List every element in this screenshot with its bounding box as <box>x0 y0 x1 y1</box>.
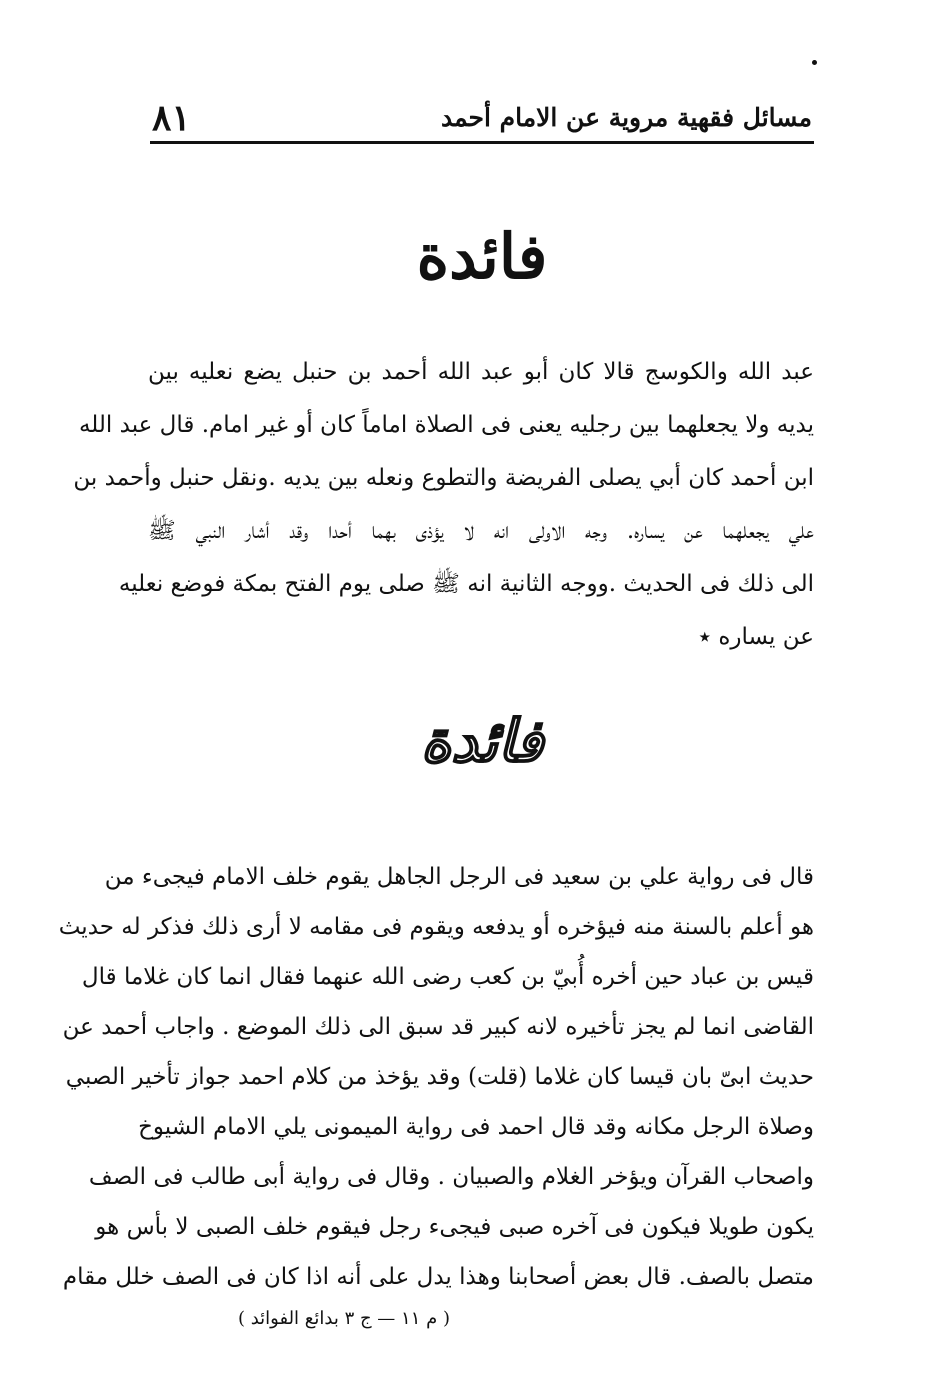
text-line: عن يساره ٭ <box>698 624 814 650</box>
paragraph-1 <box>73 346 814 664</box>
text-line: علي يجعلهما عن يساره. وجه الاولى انه لا يؤذى بهما أحدا وقد أشار النبي ﷺ <box>148 518 814 544</box>
text-line: قال فى رواية علي بن سعيد فى الرجل الجاهل يقوم خلف الامام فيجىء من <box>104 864 814 890</box>
text-line: يكون طويلا فيكون فى آخره صبى فيجىء رجل فيقوم خلف الصبى لا بأس هو <box>95 1214 814 1240</box>
text-line: حديث ابىّ بان قيسا كان غلاما (قلت) وقد يؤخذ من كلام احمد جواز تأخير الصبي <box>65 1064 814 1090</box>
text-line: هو أعلم بالسنة منه فيؤخره أو يدفعه ويقوم فى مقامه لا أرى ذلك فذكر له حديث <box>58 914 814 940</box>
header-title: مسائل فقهية مروية عن الامام أحمد <box>440 103 812 132</box>
running-header <box>152 92 812 138</box>
text-line: قيس بن عباد حين أخره أُبيّ بن كعب رضى الله عنهما فقال انما كان غلاما قال <box>81 964 814 990</box>
text-line: ابن أحمد كان أبي يصلى الفريضة والتطوع ونعله بين يديه .ونقل حنبل وأحمد بن <box>73 465 814 491</box>
text-line: وصلاة الرجل مكانه وقد قال احمد فى رواية الميمونى يلي الامام الشيوخ <box>138 1114 814 1140</box>
header-rule <box>150 141 814 144</box>
page-speck <box>812 60 817 65</box>
text-line: عبد الله والكوسج قالا كان أبو عبد الله أحمد بن حنبل يضع نعليه بين <box>148 359 814 385</box>
paragraph-2 <box>58 852 814 1302</box>
text-line: متصل بالصف. قال بعض أصحابنا وهذا يدل على أنه اذا كان فى الصف خلل مقام <box>62 1264 814 1290</box>
text-line: يديه ولا يجعلهما بين رجليه يعنى فى الصلاة اماماً كان أو غير امام. قال عبد الله <box>78 412 814 438</box>
text-line: الى ذلك فى الحديث .ووجه الثانية انه ﷺ صلى يوم الفتح بمكة فوضع نعليه <box>118 571 814 597</box>
footnote-signature: ( م ١١ — ج ٣ بدائع الفوائد ) <box>237 1308 450 1329</box>
section-heading-2: فائدة <box>420 707 544 775</box>
page-number: ٨١ <box>152 97 191 139</box>
text-line: واصحاب القرآن ويؤخر الغلام والصبيان . وقال فى رواية أبى طالب فى الصف <box>88 1164 814 1190</box>
text-line: القاضى انما لم يجز تأخيره لانه كبير قد سبق الى ذلك الموضع . واجاب أحمد عن <box>62 1014 814 1040</box>
section-heading-1: فائدة <box>416 220 548 293</box>
